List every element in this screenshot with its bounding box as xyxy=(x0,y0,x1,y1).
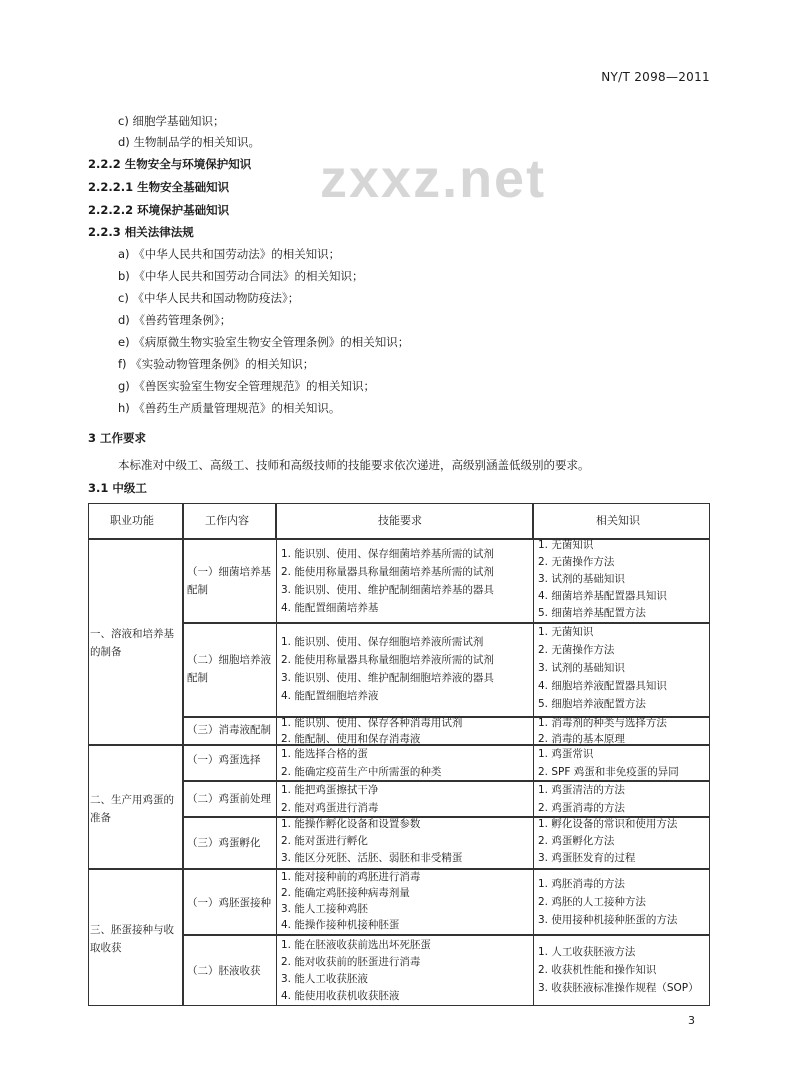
law-item-a: a) 《中华人民共和国劳动法》的相关知识； xyxy=(118,247,341,261)
skills-8: 1. 能在胚液收获前选出坏死胚蛋 2. 能对收获前的胚蛋进行消毒 3. 能人工收获胚液 4. 能使用收获机收获胚液 xyxy=(281,939,431,1002)
header-job-function: 职业功能 xyxy=(110,514,154,527)
knowledge-2: 1. 无菌知识 2. 无菌操作方法 3. 试剂的基础知识 4. 细胞培养液配置器具知识 5. 细胞培养液配置方法 xyxy=(538,626,667,710)
content-8: （二）胚液收获 xyxy=(187,965,261,977)
content-2: （二）细胞培养液 配制 xyxy=(187,654,271,684)
skills-2: 1. 能识别、使用、保存细胞培养液所需试剂 2. 能使用称量器具称量细胞培养液所需的试剂 3. 能识别、使用、维护配制细胞培养液的器具 4. 能配置细胞培养液 xyxy=(281,636,494,702)
knowledge-7: 1. 鸡胚消毒的方法 2. 鸡胚的人工接种方法 3. 使用接种机接种胚蛋的方法 xyxy=(538,878,678,926)
knowledge-6: 1. 孵化设备的常识和使用方法 2. 鸡蛋孵化方法 3. 鸡蛋胚发育的过程 xyxy=(538,818,678,864)
header-skill-requirements: 技能要求 xyxy=(378,514,422,527)
section-2-2-2-1: 2.2.2.1 生物安全基础知识 xyxy=(88,180,230,194)
content-6: （三）鸡蛋孵化 xyxy=(187,837,261,849)
func-3: 三、胚蛋接种与收 取收获 xyxy=(90,924,174,954)
skills-5: 1. 能把鸡蛋擦拭干净 2. 能对鸡蛋进行消毒 xyxy=(281,784,379,814)
list-item-c-cell: c) 细胞学基础知识； xyxy=(118,114,225,128)
law-item-e: e) 《病原微生物实验室生物安全管理条例》的相关知识； xyxy=(118,335,410,349)
list-item-d-bio: d) 生物制品学的相关知识。 xyxy=(118,135,260,149)
knowledge-8: 1. 人工收获胚液方法 2. 收获机性能和操作知识 3. 收获胚液标准操作规程（SOP） xyxy=(538,946,699,994)
knowledge-4: 1. 鸡蛋常识 2. SPF 鸡蛋和非免疫蛋的异同 xyxy=(538,748,679,778)
skills-6: 1. 能操作孵化设备和设置参数 2. 能对蛋进行孵化 3. 能区分死胚、活胚、弱胚和非受精蛋 xyxy=(281,818,463,864)
law-item-d: d) 《兽药管理条例》； xyxy=(118,313,232,327)
watermark: zxxz.net xyxy=(320,149,547,209)
skills-7: 1. 能对接种前的鸡胚进行消毒 2. 能确定鸡胚接种病毒剂量 3. 能人工接种鸡胚 4. 能操作接种机接种胚蛋 xyxy=(281,871,421,931)
content-7: （一）鸡胚蛋接种 xyxy=(187,897,271,909)
header-work-content: 工作内容 xyxy=(205,514,249,527)
standard-code: NY/T 2098—2011 xyxy=(601,70,710,84)
section-2-2-2: 2.2.2 生物安全与环境保护知识 xyxy=(88,157,252,171)
skills-4: 1. 能选择合格的蛋 2. 能确定疫苗生产中所需蛋的种类 xyxy=(281,748,442,778)
content-5: （二）鸡蛋前处理 xyxy=(187,793,271,805)
knowledge-1: 1. 无菌知识 2. 无菌操作方法 3. 试剂的基础知识 4. 细菌培养基配置器具知识 5. 细菌培养基配置方法 xyxy=(538,539,667,619)
skills-table xyxy=(88,503,710,1006)
content-3: （三）消毒液配制 xyxy=(187,724,271,736)
law-item-b: b) 《中华人民共和国劳动合同法》的相关知识； xyxy=(118,269,364,283)
skills-3: 1. 能识别、使用、保存各种消毒用试剂 2. 能配制、使用和保存消毒液 xyxy=(281,717,463,745)
law-item-f: f) 《实验动物管理条例》的相关知识； xyxy=(118,357,315,371)
content-4: （一）鸡蛋选择 xyxy=(187,754,261,766)
func-1: 一、溶液和培养基 的制备 xyxy=(90,628,174,658)
section-2-2-3: 2.2.3 相关法律法规 xyxy=(88,225,194,239)
skills-1: 1. 能识别、使用、保存细菌培养基所需的试剂 2. 能使用称量器具称量细菌培养基所需的试剂 3. 能识别、使用、维护配制细菌培养基的器具 4. 能配置细菌培养基 xyxy=(281,548,494,614)
content-1: （一）细菌培养基 配制 xyxy=(187,566,271,596)
section-3-1: 3.1 中级工 xyxy=(88,481,147,495)
knowledge-3: 1. 消毒剂的种类与选择方法 2. 消毒的基本原理 xyxy=(538,717,667,745)
section-2-2-2-2: 2.2.2.2 环境保护基础知识 xyxy=(88,203,230,217)
law-item-c: c) 《中华人民共和国动物防疫法》； xyxy=(118,291,300,305)
section-3: 3 工作要求 xyxy=(88,431,147,445)
func-2: 二、生产用鸡蛋的 准备 xyxy=(90,794,174,824)
law-item-g: g) 《兽医实验室生物安全管理规范》的相关知识； xyxy=(118,379,375,393)
header-related-knowledge: 相关知识 xyxy=(596,514,640,527)
knowledge-5: 1. 鸡蛋清洁的方法 2. 鸡蛋消毒的方法 xyxy=(538,784,625,814)
column-divider xyxy=(276,539,277,1006)
column-divider xyxy=(533,539,534,1006)
section-3-intro: 本标准对中级工、高级工、技师和高级技师的技能要求依次递进，高级别涵盖低级别的要求。 xyxy=(118,458,590,472)
page-number: 3 xyxy=(688,1014,695,1027)
law-item-h: h) 《兽药生产质量管理规范》的相关知识。 xyxy=(118,401,341,415)
